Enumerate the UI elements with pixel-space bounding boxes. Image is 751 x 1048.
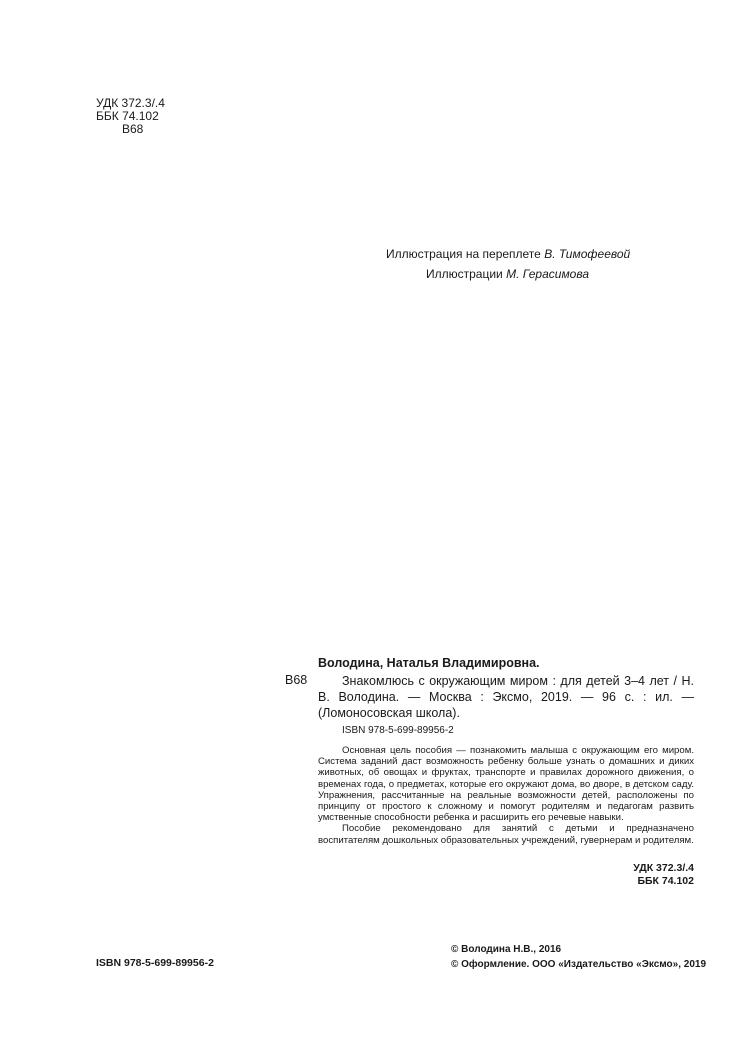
top-udk-code: УДК 372.3/.4 — [96, 96, 165, 110]
record-isbn: ISBN 978-5-699-89956-2 — [342, 725, 454, 736]
inner-illustration-label: Иллюстрации — [426, 267, 507, 281]
copyright-author: © Володина Н.В., 2016 — [451, 944, 562, 955]
record-description: Знакомлюсь с окружающим миром : для детей 3–4 лет / Н. В. Володина. — Москва : Эксмо, 2019. — 96 с. : ил. — (Ломоносовская школа). — [318, 674, 694, 720]
record-classification-block — [560, 862, 694, 888]
top-author-code: В68 — [122, 122, 144, 136]
cover-illustration-credit — [386, 247, 630, 261]
top-classification-block — [96, 97, 165, 136]
copyright-design: © Оформление. ООО «Издательство «Эксмо», 2019 — [451, 959, 707, 970]
cover-illustrator-name: В. Тимофеевой — [544, 247, 631, 261]
abstract-paragraph-main: Основная цель пособия — познакомить малыша с окружающим его миром. Система заданий даст возможность ребенку больше узнать о домашних и диких животных, об овощах и фруктах, транспорте и правилах дорожного движения, о временах года, о предметах, которые его окружают дома, во дворе, в детском саду. Упражнения, рассчитанные на реальные возможности детей, расположены по принципу от простого к сложному и помогут родителям и педагогам развить умственные способности ребенка и расширить его речевые навыки. — [318, 745, 694, 824]
record-author: Володина, Наталья Владимировна. — [318, 656, 540, 670]
footer-isbn: ISBN 978-5-699-89956-2 — [96, 957, 214, 969]
inner-illustration-credit — [426, 267, 589, 281]
cover-illustration-label: Иллюстрация на переплете — [386, 247, 545, 261]
record-udk-code: УДК 372.3/.4 — [633, 862, 694, 874]
top-bbk-code: ББК 74.102 — [96, 109, 159, 123]
copyright-block — [451, 942, 706, 972]
record-bbk-code: ББК 74.102 — [637, 875, 694, 887]
abstract-paragraph-recommendation: Пособие рекомендовано для занятий с детьми и предназначено воспитателям дошкольных образовательных учреждений, гувернерам и родителям. — [318, 823, 694, 846]
inner-illustrator-name: М. Герасимова — [506, 267, 590, 281]
record-abstract — [318, 745, 694, 846]
record-author-code: В68 — [285, 673, 308, 687]
